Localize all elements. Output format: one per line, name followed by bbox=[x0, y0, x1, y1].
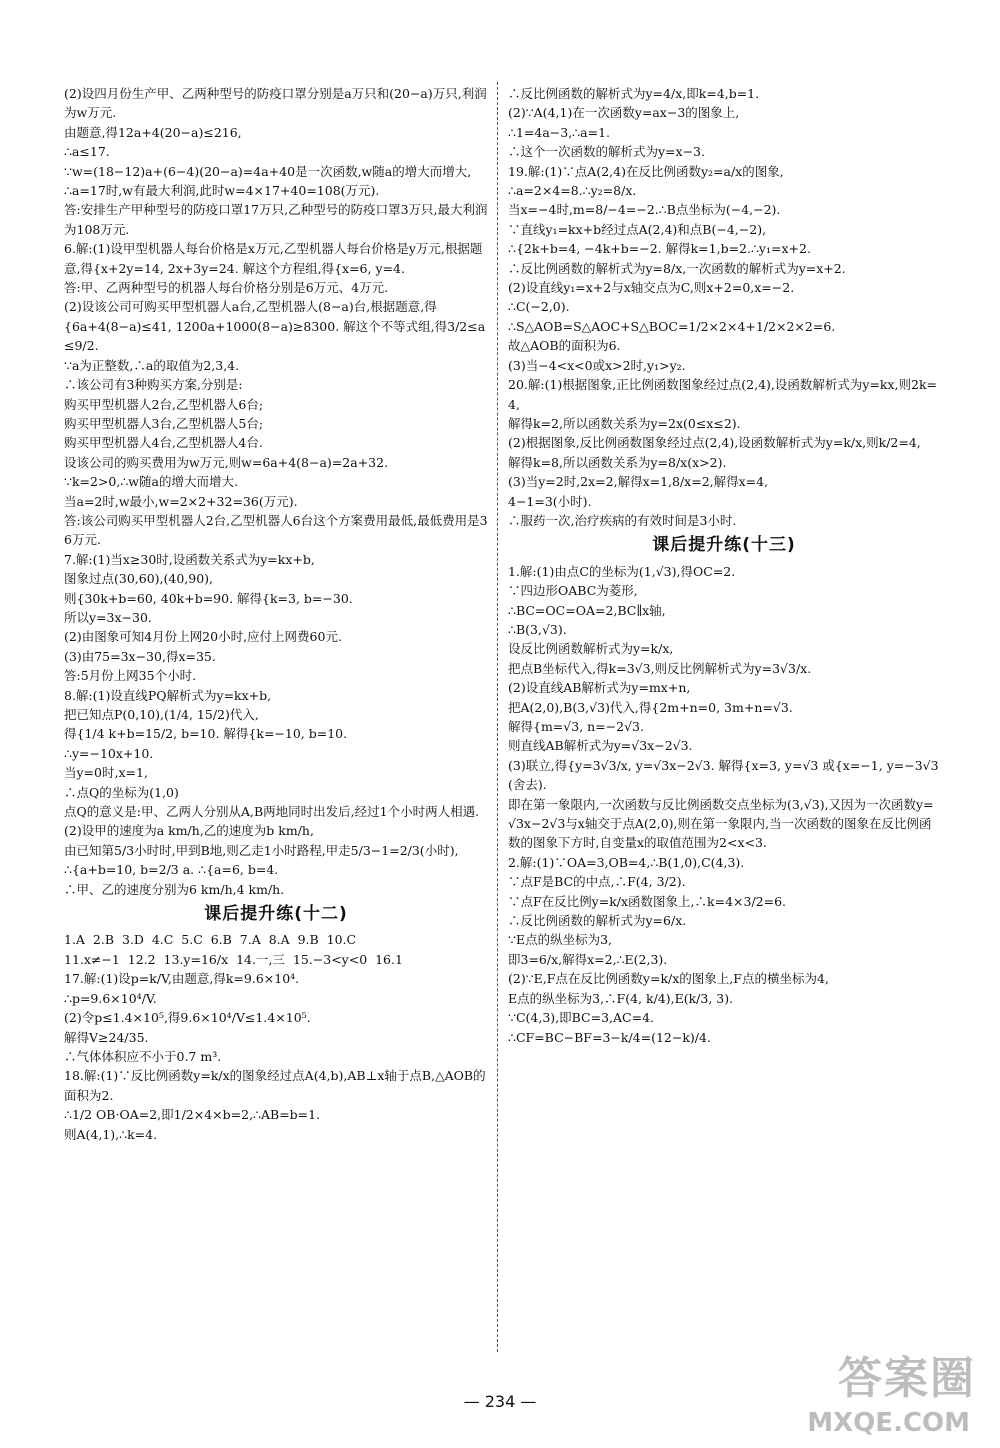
answer-line: 即在第一象限内,一次函数与反比例函数交点坐标为(3,√3),又因为一次函数y=√3x−2√3与x轴交于点A(2,0),则在第一象限内,当一次函数的图象在反比例函数的图象下方时,自变量x的取值范围为2<x<3. bbox=[508, 796, 934, 851]
answer-line: 当x=−4时,m=8/−4=−2.∴B点坐标为(−4,−2). bbox=[508, 202, 781, 218]
answer-line: 设该公司的购买费用为w万元,则w=6a+4(8−a)=2a+32. bbox=[64, 454, 389, 470]
answer-line: 20.解:(1)根据图象,正比例函数图象经过点(2,4),设函数解析式为y=kx,则2k=4, bbox=[508, 377, 938, 412]
answer-line: 设反比例函数解析式为y=k/x, bbox=[508, 641, 674, 657]
answer-line: 购买甲型机器人3台,乙型机器人5台; bbox=[64, 415, 264, 431]
answer-line: 答:甲、乙两种型号的机器人每台价格分别是6万元、4万元. bbox=[64, 280, 389, 296]
answer-line: ∴a≤17. bbox=[64, 144, 110, 160]
answer-line: 答:5月份上网35个小时. bbox=[64, 668, 197, 684]
answer-line: ∴1=4a−3,∴a=1. bbox=[508, 124, 610, 140]
answer-line: ∴{a+b=10, b=2/3 a. ∴{a=6, b=4. bbox=[64, 862, 279, 878]
answer-line: 解得V≥24/35. bbox=[64, 1029, 149, 1045]
answer-line: ∵E点的纵坐标为3, bbox=[508, 932, 613, 948]
answer-line: ∴服药一次,治疗疾病的有效时间是3小时. bbox=[508, 512, 737, 528]
answer-line: 由题意,得12a+4(20−a)≤216, bbox=[64, 124, 242, 140]
answer-line: 把已知点P(0,10),(1/4, 15/2)代入, bbox=[64, 707, 259, 722]
answer-line: 当a=2时,w最小,w=2×2+32=36(万元). bbox=[64, 493, 298, 509]
answer-line: (2)设甲的速度为a km/h,乙的速度为b km/h, bbox=[64, 823, 314, 839]
answer-line: 19.解:(1)∵点A(2,4)在反比例函数y₂=a/x的图象, bbox=[508, 163, 784, 179]
answer-line: 2.解:(1)∵OA=3,OB=4,∴B(1,0),C(4,3). bbox=[508, 854, 745, 870]
answer-line: {6a+4(8−a)≤41, 1200a+1000(8−a)≥8300. 解这个不等式组,得3/2≤a≤9/2. bbox=[64, 318, 486, 354]
answer-line: 当y=0时,x=1, bbox=[64, 765, 148, 781]
answer-line: (2)由图象可知4月份上网20小时,应付上网费60元. bbox=[64, 629, 342, 645]
answer-line: ∵直线y₁=kx+b经过点A(2,4)和点B(−4,−2), bbox=[508, 221, 767, 237]
answer-line: 故△AOB的面积为6. bbox=[508, 338, 621, 354]
answer-line: (3)联立,得{y=3√3/x, y=√3x−2√3. 解得{x=3, y=√3 或{x=−1, y=−3√3(舍去). bbox=[508, 757, 939, 793]
watermark-logo bbox=[786, 1342, 976, 1438]
answer-line: ∴反比例函数的解析式为y=4/x,即k=4,b=1. bbox=[508, 86, 760, 101]
answer-line: ∵点F是BC的中点,∴F(4, 3/2). bbox=[508, 874, 686, 890]
page-number: — 234 — bbox=[463, 1392, 537, 1411]
answer-line: ∵w=(18−12)a+(6−4)(20−a)=4a+40是一次函数,w随a的增大而增大, bbox=[64, 163, 472, 179]
answer-line: ∴a=17时,w有最大利润,此时w=4×17+40=108(万元). bbox=[64, 183, 380, 199]
answer-line: (2)设直线AB解析式为y=mx+n, bbox=[508, 680, 691, 696]
answer-line: (2)设四月份生产甲、乙两种型号的防疫口罩分别是a万只和(20−a)万只,利润为w万元. bbox=[64, 86, 487, 121]
answer-line: (3)当−4<x<0或x>2时,y₁>y₂. bbox=[508, 357, 686, 373]
answer-line: 答:该公司购买甲型机器人2台,乙型机器人6台这个方案费用最低,最低费用是36万元. bbox=[64, 512, 488, 548]
answer-line: ∴S△AOB=S△AOC+S△BOC=1/2×2×4+1/2×2×2=6. bbox=[508, 318, 836, 334]
answer-line: 购买甲型机器人2台,乙型机器人6台; bbox=[64, 396, 264, 412]
answer-line: (2)∵E,F点在反比例函数y=k/x的图象上,F点的横坐标为4, bbox=[508, 971, 829, 987]
answer-line: 17.解:(1)设p=k/V,由题意,得k=9.6×10⁴. bbox=[64, 971, 300, 987]
watermark-url: MXQE.COM bbox=[807, 1408, 970, 1438]
answer-line: ∴这个一次函数的解析式为y=x−3. bbox=[508, 144, 705, 160]
answer-line: ∴CF=BC−BF=3−k/4=(12−k)/4. bbox=[508, 1029, 711, 1045]
answer-line: 1.解:(1)由点C的坐标为(1,√3),得OC=2. bbox=[508, 563, 736, 579]
answer-line: (3)当y=2时,2x=2,解得x=1,8/x=2,解得x=4, bbox=[508, 474, 769, 490]
answer-line: ∴1/2 OB·OA=2,即1/2×4×b=2,∴AB=b=1. bbox=[64, 1107, 321, 1123]
answer-line: 把点B坐标代入,得k=3√3,则反比例解析式为y=3√3/x. bbox=[508, 660, 812, 676]
answer-line: 解得{m=√3, n=−2√3. bbox=[508, 719, 644, 734]
answer-line: 6.解:(1)设甲型机器人每台价格是x万元,乙型机器人每台价格是y万元,根据题意,得{x+2y=14, 2x+3y=24. 解这个方程组,得{x=6, y=4. bbox=[64, 241, 483, 276]
answer-line: E点的纵坐标为3,∴F(4, k/4),E(k/3, 3). bbox=[508, 990, 734, 1006]
watermark-text: 答案圈 bbox=[838, 1353, 976, 1404]
answer-line: 4−1=3(小时). bbox=[508, 493, 592, 509]
answer-line: 购买甲型机器人4台,乙型机器人4台. bbox=[64, 435, 263, 451]
section-title-12: 课后提升练(十二) bbox=[204, 904, 348, 925]
answer-line: 由已知第5/3小时时,甲到B地,则乙走1小时路程,甲走5/3−1=2/3(小时), bbox=[64, 842, 459, 858]
answer-line: ∴p=9.6×10⁴/V. bbox=[64, 990, 157, 1006]
section-title-13: 课后提升练(十三) bbox=[652, 535, 796, 556]
answer-line: ∴反比例函数的解析式为y=8/x,一次函数的解析式为y=x+2. bbox=[508, 260, 846, 276]
answer-line: ∴a=2×4=8.∴y₂=8/x. bbox=[508, 183, 637, 199]
answer-line: 得{1/4 k+b=15/2, b=10. 解得{k=−10, b=10. bbox=[64, 726, 348, 742]
answer-line: ∴点Q的坐标为(1,0) bbox=[64, 784, 179, 800]
answer-line: 答:安排生产甲种型号的防疫口罩17万只,乙种型号的防疫口罩3万只,最大利润为108万元. bbox=[64, 202, 488, 237]
answer-line: ∴B(3,√3). bbox=[508, 621, 567, 637]
answer-line: ∵点F在反比例y=k/x函数图象上,∴k=4×3/2=6. bbox=[508, 893, 787, 909]
answer-line: 8.解:(1)设直线PQ解析式为y=kx+b, bbox=[64, 687, 272, 703]
answer-line: 图象过点(30,60),(40,90), bbox=[64, 571, 214, 587]
answer-line: (2)设该公司可购买甲型机器人a台,乙型机器人(8−a)台,根据题意,得 bbox=[64, 299, 437, 315]
answer-line: 则直线AB解析式为y=√3x−2√3. bbox=[508, 738, 693, 754]
answer-line: ∴反比例函数的解析式为y=6/x. bbox=[508, 913, 687, 929]
answer-line: 则A(4,1),∴k=4. bbox=[64, 1126, 158, 1142]
answer-line: 所以y=3x−30. bbox=[64, 609, 152, 625]
answer-line: (2)设直线y₁=x+2与x轴交点为C,则x+2=0,x=−2. bbox=[508, 280, 795, 296]
answer-line: ∵C(4,3),即BC=3,AC=4. bbox=[508, 1010, 654, 1026]
answer-line: ∴甲、乙的速度分别为6 km/h,4 km/h. bbox=[64, 881, 285, 897]
answer-line: ∴气体体积应不小于0.7 m³. bbox=[64, 1048, 222, 1064]
answer-line: 点Q的意义是:甲、乙两人分别从A,B两地同时出发后,经过1个小时两人相遇. bbox=[64, 804, 480, 820]
answer-line: ∵k=2>0,∴w随a的增大而增大. bbox=[64, 474, 238, 490]
answer-line: ∴{2k+b=4, −4k+b=−2. 解得k=1,b=2.∴y₁=x+2. bbox=[508, 241, 811, 257]
right-column bbox=[508, 84, 940, 1047]
column-divider bbox=[497, 82, 498, 1352]
choice-answers-line: 1.A 2.B 3.D 4.C 5.C 6.B 7.A 8.A 9.B 10.C bbox=[64, 932, 357, 948]
answer-line: ∴y=−10x+10. bbox=[64, 745, 154, 761]
answer-line: 即3=6/x,解得x=2,∴E(2,3). bbox=[508, 951, 668, 967]
answer-line: (2)令p≤1.4×10⁵,得9.6×10⁴/V≤1.4×10⁵. bbox=[64, 1010, 311, 1026]
answer-line: ∴该公司有3种购买方案,分别是: bbox=[64, 377, 243, 393]
answer-line: ∴BC=OC=OA=2,BC∥x轴, bbox=[508, 602, 666, 618]
answer-line: 18.解:(1)∵反比例函数y=k/x的图象经过点A(4,b),AB⊥x轴于点B,△AOB的面积为2. bbox=[64, 1068, 486, 1103]
answer-line: 把A(2,0),B(3,√3)代入,得{2m+n=0, 3m+n=√3. bbox=[508, 699, 793, 715]
answer-line: ∵四边形OABC为菱形, bbox=[508, 583, 638, 599]
answer-line: 则{30k+b=60, 40k+b=90. 解得{k=3, b=−30. bbox=[64, 590, 353, 606]
answer-line: (3)由75=3x−30,得x=35. bbox=[64, 648, 216, 664]
choice-answers-line: 11.x≠−1 12.2 13.y=16/x 14.一,三 15.−3<y<0 16.1 bbox=[64, 951, 403, 967]
answer-line: 解得k=2,所以函数关系为y=2x(0≤x≤2). bbox=[508, 415, 741, 431]
answer-line: (2)根据图象,反比例函数图象经过点(2,4),设函数解析式为y=k/x,则k/2=4, bbox=[508, 435, 921, 451]
answer-line: 7.解:(1)当x≥30时,设函数关系式为y=kx+b, bbox=[64, 551, 315, 567]
answer-line: ∴C(−2,0). bbox=[508, 299, 570, 315]
answer-line: (2)∵A(4,1)在一次函数y=ax−3的图象上, bbox=[508, 105, 740, 121]
left-column bbox=[64, 84, 488, 1144]
answer-line: ∵a为正整数,∴a的取值为2,3,4. bbox=[64, 357, 240, 373]
answer-line: 解得k=8,所以函数关系为y=8/x(x>2). bbox=[508, 454, 727, 470]
